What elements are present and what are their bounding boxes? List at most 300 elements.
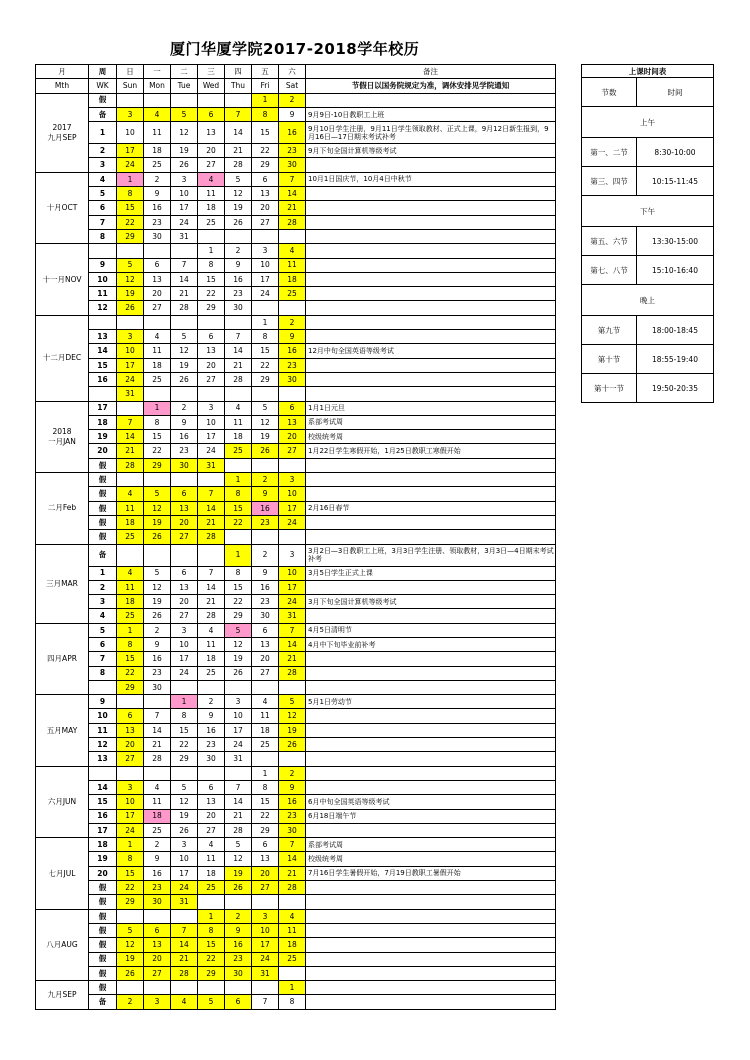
day-cell (171, 244, 198, 258)
header-cell: Thu (225, 79, 252, 93)
day-cell: 6 (198, 330, 225, 344)
day-cell (117, 401, 144, 415)
day-cell: 23 (144, 666, 171, 680)
day-cell: 8 (252, 780, 279, 794)
day-cell: 5 (144, 566, 171, 580)
week-row (36, 952, 556, 966)
header-cell: 月 (36, 65, 89, 79)
day-cell: 7 (279, 172, 306, 186)
day-cell: 22 (198, 287, 225, 301)
day-cell: 31 (279, 609, 306, 623)
day-cell: 8 (117, 852, 144, 866)
week-number: 9 (89, 258, 117, 272)
day-cell: 8 (117, 187, 144, 201)
week-number: 假 (89, 966, 117, 980)
note-cell (306, 923, 556, 937)
day-cell (198, 766, 225, 780)
day-cell: 30 (225, 301, 252, 315)
day-cell: 13 (252, 852, 279, 866)
day-cell: 29 (252, 823, 279, 837)
day-cell: 10 (279, 566, 306, 580)
day-cell: 19 (225, 652, 252, 666)
day-cell: 13 (171, 501, 198, 515)
week-number: 13 (89, 752, 117, 766)
day-cell: 28 (279, 881, 306, 895)
day-cell: 6 (252, 172, 279, 186)
day-cell: 29 (117, 895, 144, 909)
day-cell: 10 (252, 923, 279, 937)
day-cell: 16 (252, 501, 279, 515)
day-cell: 7 (225, 780, 252, 794)
day-cell: 4 (144, 107, 171, 121)
note-cell (306, 966, 556, 980)
day-cell: 6 (225, 995, 252, 1009)
week-number: 6 (89, 201, 117, 215)
week-number: 假 (89, 487, 117, 501)
day-cell (252, 752, 279, 766)
day-cell (225, 530, 252, 544)
schedule-time: 15:10-16:40 (637, 256, 714, 285)
schedule-time: 19:50-20:35 (637, 374, 714, 403)
day-cell: 26 (171, 823, 198, 837)
week-number: 假 (89, 881, 117, 895)
day-cell: 9 (144, 852, 171, 866)
day-cell (279, 387, 306, 401)
note-cell (306, 995, 556, 1009)
day-cell: 11 (225, 415, 252, 429)
day-cell: 7 (198, 566, 225, 580)
day-cell: 17 (171, 201, 198, 215)
day-cell: 15 (171, 723, 198, 737)
day-cell: 21 (171, 287, 198, 301)
note-cell (306, 609, 556, 623)
day-cell (225, 315, 252, 329)
day-cell: 31 (117, 387, 144, 401)
week-number: 16 (89, 809, 117, 823)
week-number: 假 (89, 93, 117, 107)
day-cell: 27 (279, 444, 306, 458)
day-cell: 18 (144, 144, 171, 158)
schedule-period: 第五、六节 (582, 227, 637, 256)
day-cell (279, 895, 306, 909)
week-row (36, 144, 556, 158)
week-row (36, 458, 556, 472)
week-row (36, 544, 556, 566)
day-cell: 19 (171, 358, 198, 372)
day-cell (117, 909, 144, 923)
day-cell: 23 (225, 287, 252, 301)
week-row (36, 995, 556, 1009)
month-label: 十一月NOV (36, 244, 89, 315)
note-cell: 校级统考周 (306, 852, 556, 866)
day-cell: 16 (279, 122, 306, 144)
day-cell (252, 229, 279, 243)
week-number: 14 (89, 780, 117, 794)
week-number (89, 680, 117, 694)
day-cell: 8 (252, 107, 279, 121)
note-cell: 6月18日端午节 (306, 809, 556, 823)
week-number: 18 (89, 415, 117, 429)
day-cell: 16 (198, 723, 225, 737)
day-cell: 22 (117, 881, 144, 895)
day-cell: 28 (198, 609, 225, 623)
day-cell: 15 (225, 501, 252, 515)
day-cell: 16 (279, 795, 306, 809)
week-row (36, 201, 556, 215)
day-cell: 22 (198, 952, 225, 966)
day-cell (117, 695, 144, 709)
week-row (36, 809, 556, 823)
day-cell: 4 (252, 695, 279, 709)
day-cell: 30 (279, 372, 306, 386)
day-cell: 5 (225, 838, 252, 852)
day-cell (198, 895, 225, 909)
day-cell (252, 530, 279, 544)
day-cell (198, 93, 225, 107)
day-cell: 21 (225, 144, 252, 158)
week-row (36, 637, 556, 651)
note-cell (306, 93, 556, 107)
week-row (36, 738, 556, 752)
day-cell: 6 (117, 709, 144, 723)
day-cell: 26 (225, 666, 252, 680)
day-cell: 30 (144, 895, 171, 909)
note-cell (306, 580, 556, 594)
day-cell (252, 301, 279, 315)
note-cell (306, 723, 556, 737)
week-row (36, 415, 556, 429)
day-cell (225, 895, 252, 909)
week-row (36, 122, 556, 144)
day-cell: 13 (144, 938, 171, 952)
day-cell: 7 (198, 487, 225, 501)
week-row (36, 795, 556, 809)
week-number: 3 (89, 595, 117, 609)
week-number: 20 (89, 866, 117, 880)
day-cell: 3 (252, 909, 279, 923)
school-calendar-table (35, 64, 556, 1010)
note-cell (306, 272, 556, 286)
day-cell: 18 (279, 272, 306, 286)
day-cell: 21 (225, 358, 252, 372)
month-label: 九月SEP (36, 981, 89, 1010)
day-cell: 15 (144, 430, 171, 444)
schedule-period: 第九节 (582, 316, 637, 345)
week-number: 假 (89, 923, 117, 937)
header-cell: 六 (279, 65, 306, 79)
day-cell: 30 (279, 823, 306, 837)
week-row (36, 530, 556, 544)
day-cell: 1 (225, 473, 252, 487)
note-cell (306, 315, 556, 329)
week-number: 15 (89, 795, 117, 809)
day-cell (171, 909, 198, 923)
day-cell: 2 (279, 766, 306, 780)
day-cell (252, 458, 279, 472)
day-cell: 11 (117, 501, 144, 515)
header-cell: 日 (117, 65, 144, 79)
note-cell (306, 530, 556, 544)
week-number: 假 (89, 501, 117, 515)
note-cell (306, 823, 556, 837)
day-cell: 5 (171, 330, 198, 344)
month-label: 七月JUL (36, 838, 89, 909)
day-cell: 18 (225, 430, 252, 444)
day-cell: 30 (198, 752, 225, 766)
day-cell: 28 (171, 966, 198, 980)
day-cell: 23 (225, 952, 252, 966)
week-row (36, 709, 556, 723)
day-cell: 22 (252, 809, 279, 823)
day-cell: 2 (198, 695, 225, 709)
day-cell (144, 981, 171, 995)
week-row (36, 107, 556, 121)
note-cell (306, 387, 556, 401)
day-cell: 24 (117, 158, 144, 172)
day-cell: 10 (171, 637, 198, 651)
day-cell: 13 (198, 344, 225, 358)
day-cell: 4 (144, 330, 171, 344)
day-cell: 27 (252, 215, 279, 229)
note-cell (306, 909, 556, 923)
week-number: 5 (89, 187, 117, 201)
day-cell: 24 (171, 666, 198, 680)
day-cell: 18 (144, 358, 171, 372)
day-cell: 27 (198, 823, 225, 837)
day-cell: 7 (279, 838, 306, 852)
class-schedule-table (581, 64, 714, 403)
day-cell: 25 (144, 372, 171, 386)
day-cell: 1 (171, 695, 198, 709)
day-cell: 14 (198, 501, 225, 515)
day-cell: 22 (144, 444, 171, 458)
week-row (36, 473, 556, 487)
day-cell: 21 (279, 866, 306, 880)
day-cell: 12 (252, 415, 279, 429)
note-cell: 7月16日学生暑假开始，7月19日教职工暑假开始 (306, 866, 556, 880)
day-cell: 12 (117, 272, 144, 286)
day-cell: 15 (225, 580, 252, 594)
week-row (36, 981, 556, 995)
day-cell: 2 (279, 315, 306, 329)
day-cell: 24 (252, 952, 279, 966)
day-cell: 21 (225, 809, 252, 823)
week-number: 2 (89, 580, 117, 594)
day-cell: 26 (252, 444, 279, 458)
week-number: 假 (89, 938, 117, 952)
note-cell (306, 709, 556, 723)
week-number: 20 (89, 444, 117, 458)
week-row (36, 358, 556, 372)
day-cell: 20 (198, 358, 225, 372)
day-cell: 14 (225, 122, 252, 144)
day-cell: 25 (117, 609, 144, 623)
schedule-period: 第十一节 (582, 374, 637, 403)
day-cell (144, 544, 171, 566)
day-cell: 18 (279, 938, 306, 952)
day-cell: 14 (171, 938, 198, 952)
day-cell (225, 229, 252, 243)
day-cell: 10 (117, 344, 144, 358)
day-cell: 19 (144, 595, 171, 609)
day-cell: 5 (279, 695, 306, 709)
note-cell (306, 952, 556, 966)
day-cell: 12 (225, 852, 252, 866)
day-cell: 7 (225, 107, 252, 121)
day-cell: 4 (198, 172, 225, 186)
note-cell: 9月10日学生注册，9月11日学生领取教材、正式上课，9月12日新生报到，9月16日—17日期末考试补考 (306, 122, 556, 144)
note-cell (306, 652, 556, 666)
day-cell: 27 (171, 609, 198, 623)
day-cell: 11 (144, 344, 171, 358)
week-number: 12 (89, 738, 117, 752)
day-cell: 8 (117, 637, 144, 651)
day-cell: 14 (279, 187, 306, 201)
day-cell: 24 (279, 515, 306, 529)
week-number: 假 (89, 458, 117, 472)
day-cell: 17 (198, 430, 225, 444)
day-cell: 27 (144, 966, 171, 980)
day-cell (117, 766, 144, 780)
week-row (36, 387, 556, 401)
day-cell: 23 (279, 809, 306, 823)
day-cell: 6 (252, 623, 279, 637)
week-number: 19 (89, 852, 117, 866)
day-cell: 30 (144, 680, 171, 694)
day-cell: 8 (225, 487, 252, 501)
day-cell (279, 680, 306, 694)
day-cell: 28 (279, 666, 306, 680)
day-cell: 22 (171, 738, 198, 752)
day-cell: 8 (171, 709, 198, 723)
day-cell: 19 (171, 144, 198, 158)
schedule-title: 上课时间表 (582, 65, 714, 78)
day-cell: 24 (198, 444, 225, 458)
day-cell: 15 (252, 795, 279, 809)
day-cell: 21 (279, 201, 306, 215)
schedule-section-row (582, 196, 714, 227)
day-cell: 10 (198, 415, 225, 429)
day-cell: 23 (252, 515, 279, 529)
note-cell: 10月1日国庆节，10月4日中秋节 (306, 172, 556, 186)
day-cell: 28 (198, 530, 225, 544)
week-number: 18 (89, 838, 117, 852)
note-cell (306, 229, 556, 243)
note-cell (306, 738, 556, 752)
day-cell: 25 (198, 666, 225, 680)
day-cell: 26 (144, 530, 171, 544)
week-number: 11 (89, 287, 117, 301)
day-cell: 13 (279, 415, 306, 429)
day-cell: 24 (252, 287, 279, 301)
header-cell: WK (89, 79, 117, 93)
day-cell: 13 (171, 580, 198, 594)
day-cell (144, 244, 171, 258)
week-row (36, 923, 556, 937)
week-row (36, 895, 556, 909)
header-cell: Sat (279, 79, 306, 93)
day-cell (225, 766, 252, 780)
day-cell: 31 (171, 229, 198, 243)
header-cell: Mth (36, 79, 89, 93)
day-cell: 16 (144, 652, 171, 666)
note-cell (306, 358, 556, 372)
week-row (36, 752, 556, 766)
day-cell: 1 (144, 401, 171, 415)
schedule-section-heading: 下午 (582, 196, 714, 227)
day-cell: 27 (198, 158, 225, 172)
note-cell: 3月下旬全国计算机等级考试 (306, 595, 556, 609)
day-cell: 28 (279, 215, 306, 229)
day-cell (279, 301, 306, 315)
header-row (36, 79, 556, 93)
day-cell: 13 (198, 122, 225, 144)
day-cell: 13 (117, 723, 144, 737)
day-cell (171, 315, 198, 329)
day-cell: 14 (198, 580, 225, 594)
week-number: 假 (89, 530, 117, 544)
day-cell: 15 (117, 201, 144, 215)
day-cell (198, 981, 225, 995)
week-number: 假 (89, 909, 117, 923)
schedule-period: 第七、八节 (582, 256, 637, 285)
note-cell: 2月16日春节 (306, 501, 556, 515)
week-row (36, 695, 556, 709)
day-cell: 17 (279, 501, 306, 515)
day-cell: 27 (144, 301, 171, 315)
week-row (36, 866, 556, 880)
day-cell (144, 909, 171, 923)
day-cell: 16 (225, 938, 252, 952)
day-cell: 7 (279, 623, 306, 637)
day-cell: 17 (252, 938, 279, 952)
day-cell: 6 (279, 401, 306, 415)
day-cell: 29 (117, 680, 144, 694)
day-cell: 20 (144, 952, 171, 966)
week-row (36, 938, 556, 952)
day-cell: 11 (279, 258, 306, 272)
day-cell: 4 (198, 623, 225, 637)
day-cell: 24 (225, 738, 252, 752)
day-cell: 1 (117, 838, 144, 852)
day-cell: 11 (117, 580, 144, 594)
day-cell (279, 229, 306, 243)
day-cell: 6 (252, 838, 279, 852)
day-cell: 6 (171, 487, 198, 501)
week-row (36, 501, 556, 515)
day-cell (144, 695, 171, 709)
day-cell: 29 (117, 229, 144, 243)
day-cell: 8 (144, 415, 171, 429)
schedule-section-heading: 晚上 (582, 285, 714, 316)
week-number: 13 (89, 330, 117, 344)
day-cell: 21 (198, 595, 225, 609)
day-cell: 5 (252, 401, 279, 415)
day-cell: 2 (252, 473, 279, 487)
day-cell: 22 (225, 515, 252, 529)
day-cell: 9 (225, 923, 252, 937)
day-cell: 23 (171, 444, 198, 458)
day-cell: 7 (144, 709, 171, 723)
schedule-row (582, 167, 714, 196)
day-cell: 4 (171, 995, 198, 1009)
note-cell: 6月中旬全国英语等级考试 (306, 795, 556, 809)
month-label: 十月OCT (36, 172, 89, 243)
header-cell: 三 (198, 65, 225, 79)
schedule-title-row (582, 65, 714, 78)
day-cell: 10 (117, 795, 144, 809)
day-cell: 9 (171, 415, 198, 429)
